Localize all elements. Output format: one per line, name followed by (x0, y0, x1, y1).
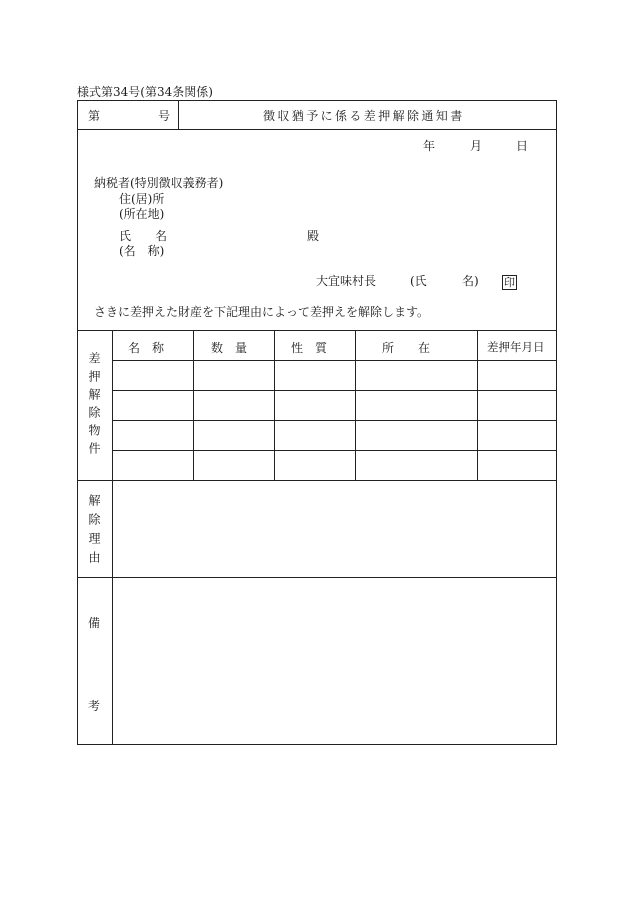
remarks-field[interactable] (113, 578, 556, 744)
column-header-name: 名 称 (128, 341, 165, 355)
column-header-seizure-date: 差押年月日 (487, 340, 545, 354)
column-header-nature: 性 質 (291, 341, 328, 355)
date-year-label: 年 (423, 139, 436, 153)
cell-nature[interactable] (275, 451, 355, 480)
cell-location[interactable] (356, 451, 477, 480)
issuer-name-open: (氏 (410, 274, 427, 288)
cell-name[interactable] (113, 451, 193, 480)
address-label: 住(居)所 (119, 192, 165, 206)
issuer-title: 大宜味村長 (316, 274, 377, 288)
column-header-quantity: 数 量 (211, 341, 248, 355)
cell-seizure-date[interactable] (478, 391, 556, 420)
seal-label: 印 (504, 276, 515, 289)
cell-quantity[interactable] (194, 391, 274, 420)
cell-quantity[interactable] (194, 421, 274, 450)
cell-location[interactable] (356, 391, 477, 420)
cell-quantity[interactable] (194, 451, 274, 480)
name-label: 氏 名 (119, 229, 168, 243)
cell-nature[interactable] (275, 361, 355, 390)
date-month-label: 月 (470, 139, 483, 153)
cell-seizure-date[interactable] (478, 361, 556, 390)
body-text: さきに差押えた財産を下記理由によって差押えを解除します。 (94, 305, 430, 319)
cell-location[interactable] (356, 421, 477, 450)
number-prefix: 第 (88, 109, 101, 123)
issuer-name-close: 名) (462, 274, 479, 288)
address-sub-label: (所在地) (119, 207, 165, 221)
divider (77, 330, 557, 331)
remarks-label-bottom: 考 (88, 699, 101, 713)
seal-mark (502, 271, 517, 290)
divider (178, 100, 179, 129)
cell-name[interactable] (113, 391, 193, 420)
cell-name[interactable] (113, 361, 193, 390)
cell-quantity[interactable] (194, 361, 274, 390)
cell-seizure-date[interactable] (478, 451, 556, 480)
cell-nature[interactable] (275, 391, 355, 420)
name-sub-label: (名 称) (119, 244, 165, 258)
remarks-label-top: 備 (88, 616, 101, 630)
reason-side-label: 解除理由 (87, 494, 101, 570)
cell-seizure-date[interactable] (478, 421, 556, 450)
document-number-field[interactable] (100, 103, 150, 125)
items-side-label: 差押解除物件 (87, 352, 101, 460)
reason-field[interactable] (113, 481, 556, 576)
column-header-location: 所 在 (382, 341, 431, 355)
divider (77, 129, 557, 130)
honorific: 殿 (307, 229, 320, 243)
taxpayer-heading: 納税者(特別徴収義務者) (94, 176, 224, 190)
document-title: 徴収猶予に係る差押解除通知書 (263, 109, 465, 123)
cell-location[interactable] (356, 361, 477, 390)
date-day-label: 日 (516, 139, 529, 153)
cell-nature[interactable] (275, 421, 355, 450)
form-number-label: 様式第34号(第34条関係) (77, 85, 213, 99)
cell-name[interactable] (113, 421, 193, 450)
number-suffix: 号 (158, 109, 171, 123)
